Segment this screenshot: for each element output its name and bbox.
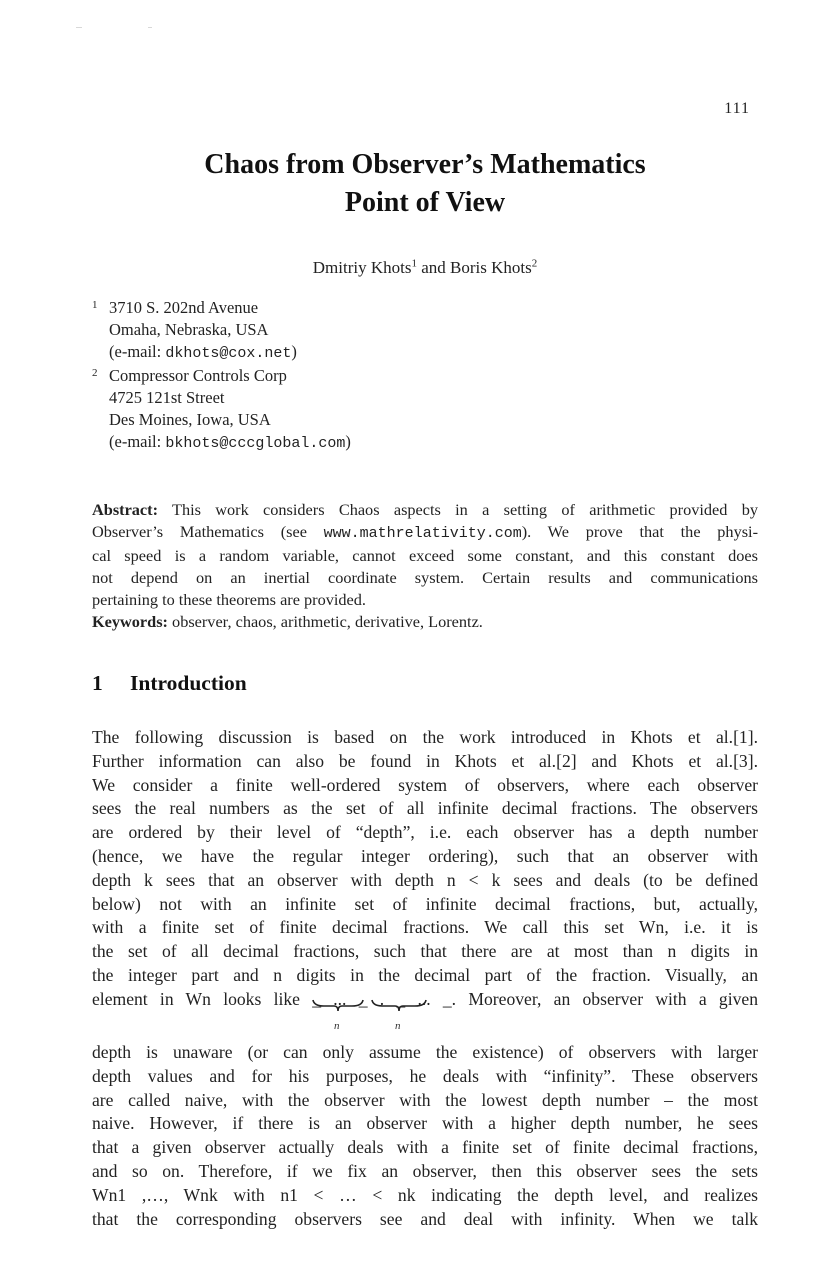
body-line: sees the real numbers as the set of all infinite decimal fractions. The observers bbox=[92, 798, 758, 819]
underbrace-icon bbox=[312, 999, 364, 1013]
address-line: Omaha, Nebraska, USA bbox=[109, 320, 269, 339]
body-paragraph bbox=[92, 726, 758, 1012]
section-heading bbox=[92, 671, 247, 696]
author-connector: and bbox=[416, 258, 451, 277]
email-link[interactable]: bkhots@cccglobal.com bbox=[165, 435, 346, 452]
body-line: the integer part and n digits in the decimal part of the fraction. Visually, an bbox=[92, 964, 758, 985]
section-number: 1 bbox=[92, 671, 103, 695]
affiliation-mark: 1 bbox=[92, 299, 98, 311]
email-link[interactable]: dkhots@cox.net bbox=[165, 345, 292, 362]
body-line: depth k sees that an observer with depth n < k sees and deals (to be defined bbox=[92, 869, 758, 890]
email-suffix: ) bbox=[345, 432, 351, 451]
brace-label: n bbox=[395, 1020, 401, 1032]
affiliation-mark: 2 bbox=[92, 367, 98, 379]
abstract-line: not depend on an inertial coordinate system. Certain results and communications bbox=[92, 568, 758, 587]
section-title: Introduction bbox=[130, 671, 247, 695]
address-line: Compressor Controls Corp bbox=[109, 366, 287, 385]
affiliation-mark: 1 bbox=[411, 257, 417, 270]
author-name: Dmitriy Khots bbox=[312, 258, 412, 277]
body-line: and so on. Therefore, if we fix an observer, then this observer sees the sets bbox=[92, 1160, 758, 1181]
address-line: Des Moines, Iowa, USA bbox=[109, 410, 271, 429]
abstract bbox=[92, 499, 758, 633]
body-line: The following discussion is based on the work introduced in Khots et al.[1]. bbox=[92, 727, 758, 747]
body-line: We consider a finite well-ordered system of observers, where each observer bbox=[92, 774, 758, 795]
body-line: element in Wn looks like _ ... _ . _ ... _. Moreover, an observer with a given bbox=[92, 988, 758, 1009]
brace-label: n bbox=[334, 1020, 340, 1032]
body-line: are called naive, with the observer with the lowest depth number – the most bbox=[92, 1089, 758, 1110]
body-line: depth values and for his purposes, he deals with “infinity”. These observers bbox=[92, 1065, 758, 1086]
body-line: that a given observer actually deals with a finite set of finite decimal fractions, bbox=[92, 1137, 758, 1158]
keywords-line bbox=[92, 611, 758, 633]
title-line-2: Point of View bbox=[344, 187, 506, 218]
affiliation-line bbox=[92, 297, 351, 319]
abstract-line: cal speed is a random variable, cannot exceed some constant, and this constant does bbox=[92, 546, 758, 565]
affiliation-line bbox=[92, 319, 351, 341]
body-line: (hence, we have the regular integer ordering), such that an observer with bbox=[92, 845, 758, 866]
body-line: the set of all decimal fractions, such that there are at most than n digits in bbox=[92, 941, 758, 962]
body-line: Further information can also be found in Khots et al.[2] and Khots et al.[3]. bbox=[92, 750, 758, 771]
abstract-line bbox=[92, 521, 758, 545]
body-line: are ordered by their level of “depth”, i.e. each observer has a depth number bbox=[92, 822, 758, 843]
website-link[interactable]: www.mathrelativity.com bbox=[323, 525, 522, 542]
affiliation-email-line bbox=[92, 431, 351, 455]
email-label: (e-mail: bbox=[109, 432, 166, 451]
scan-artifact bbox=[76, 27, 82, 28]
abstract-label: Abstract: bbox=[92, 500, 159, 519]
body-line: with a finite set of finite decimal fractions. We call this set Wn, i.e. it is bbox=[92, 917, 758, 938]
email-suffix: ) bbox=[291, 342, 297, 361]
address-line: 3710 S. 202nd Avenue bbox=[109, 298, 259, 317]
abstract-text: ). We prove that the physi- bbox=[521, 522, 758, 541]
author-list bbox=[0, 258, 822, 278]
paper-title bbox=[0, 146, 822, 222]
affiliation-line bbox=[92, 387, 351, 409]
affiliation-line bbox=[92, 409, 351, 431]
body-line: depth is unaware (or can only assume the existence) of observers with larger bbox=[92, 1042, 758, 1062]
abstract-text: Observer’s Mathematics (see bbox=[92, 522, 324, 541]
title-line-1: Chaos from Observer’s Mathematics bbox=[204, 149, 646, 180]
abstract-line bbox=[92, 499, 758, 521]
affiliations bbox=[92, 297, 351, 455]
affiliation-mark: 2 bbox=[531, 257, 538, 270]
keywords-text: observer, chaos, arithmetic, derivative, Lorentz. bbox=[172, 612, 483, 631]
body-paragraph bbox=[92, 1041, 758, 1231]
scan-artifact bbox=[148, 27, 152, 28]
body-line: that the corresponding observers see and deal with infinity. When we talk bbox=[92, 1208, 758, 1229]
abstract-line: pertaining to these theorems are provided. bbox=[92, 590, 366, 609]
abstract-text: This work considers Chaos aspects in a setting of arithmetic provided by bbox=[172, 500, 758, 519]
underbrace-icon bbox=[371, 999, 427, 1013]
page-number: 111 bbox=[724, 100, 750, 117]
affiliation-line bbox=[92, 365, 351, 387]
address-line: 4725 121st Street bbox=[109, 388, 225, 407]
body-line: Wn1 ,…, Wnk with n1 < … < nk indicating the depth level, and realizes bbox=[92, 1184, 758, 1205]
affiliation-email-line bbox=[92, 341, 351, 365]
body-line: below) not with an infinite set of infinite decimal fractions, but, actually, bbox=[92, 893, 758, 914]
keywords-label: Keywords: bbox=[92, 612, 168, 631]
email-label: (e-mail: bbox=[109, 342, 166, 361]
body-line: naive. However, if there is an observer with a higher depth number, he sees bbox=[92, 1113, 758, 1134]
author-name: Boris Khots bbox=[450, 258, 532, 277]
